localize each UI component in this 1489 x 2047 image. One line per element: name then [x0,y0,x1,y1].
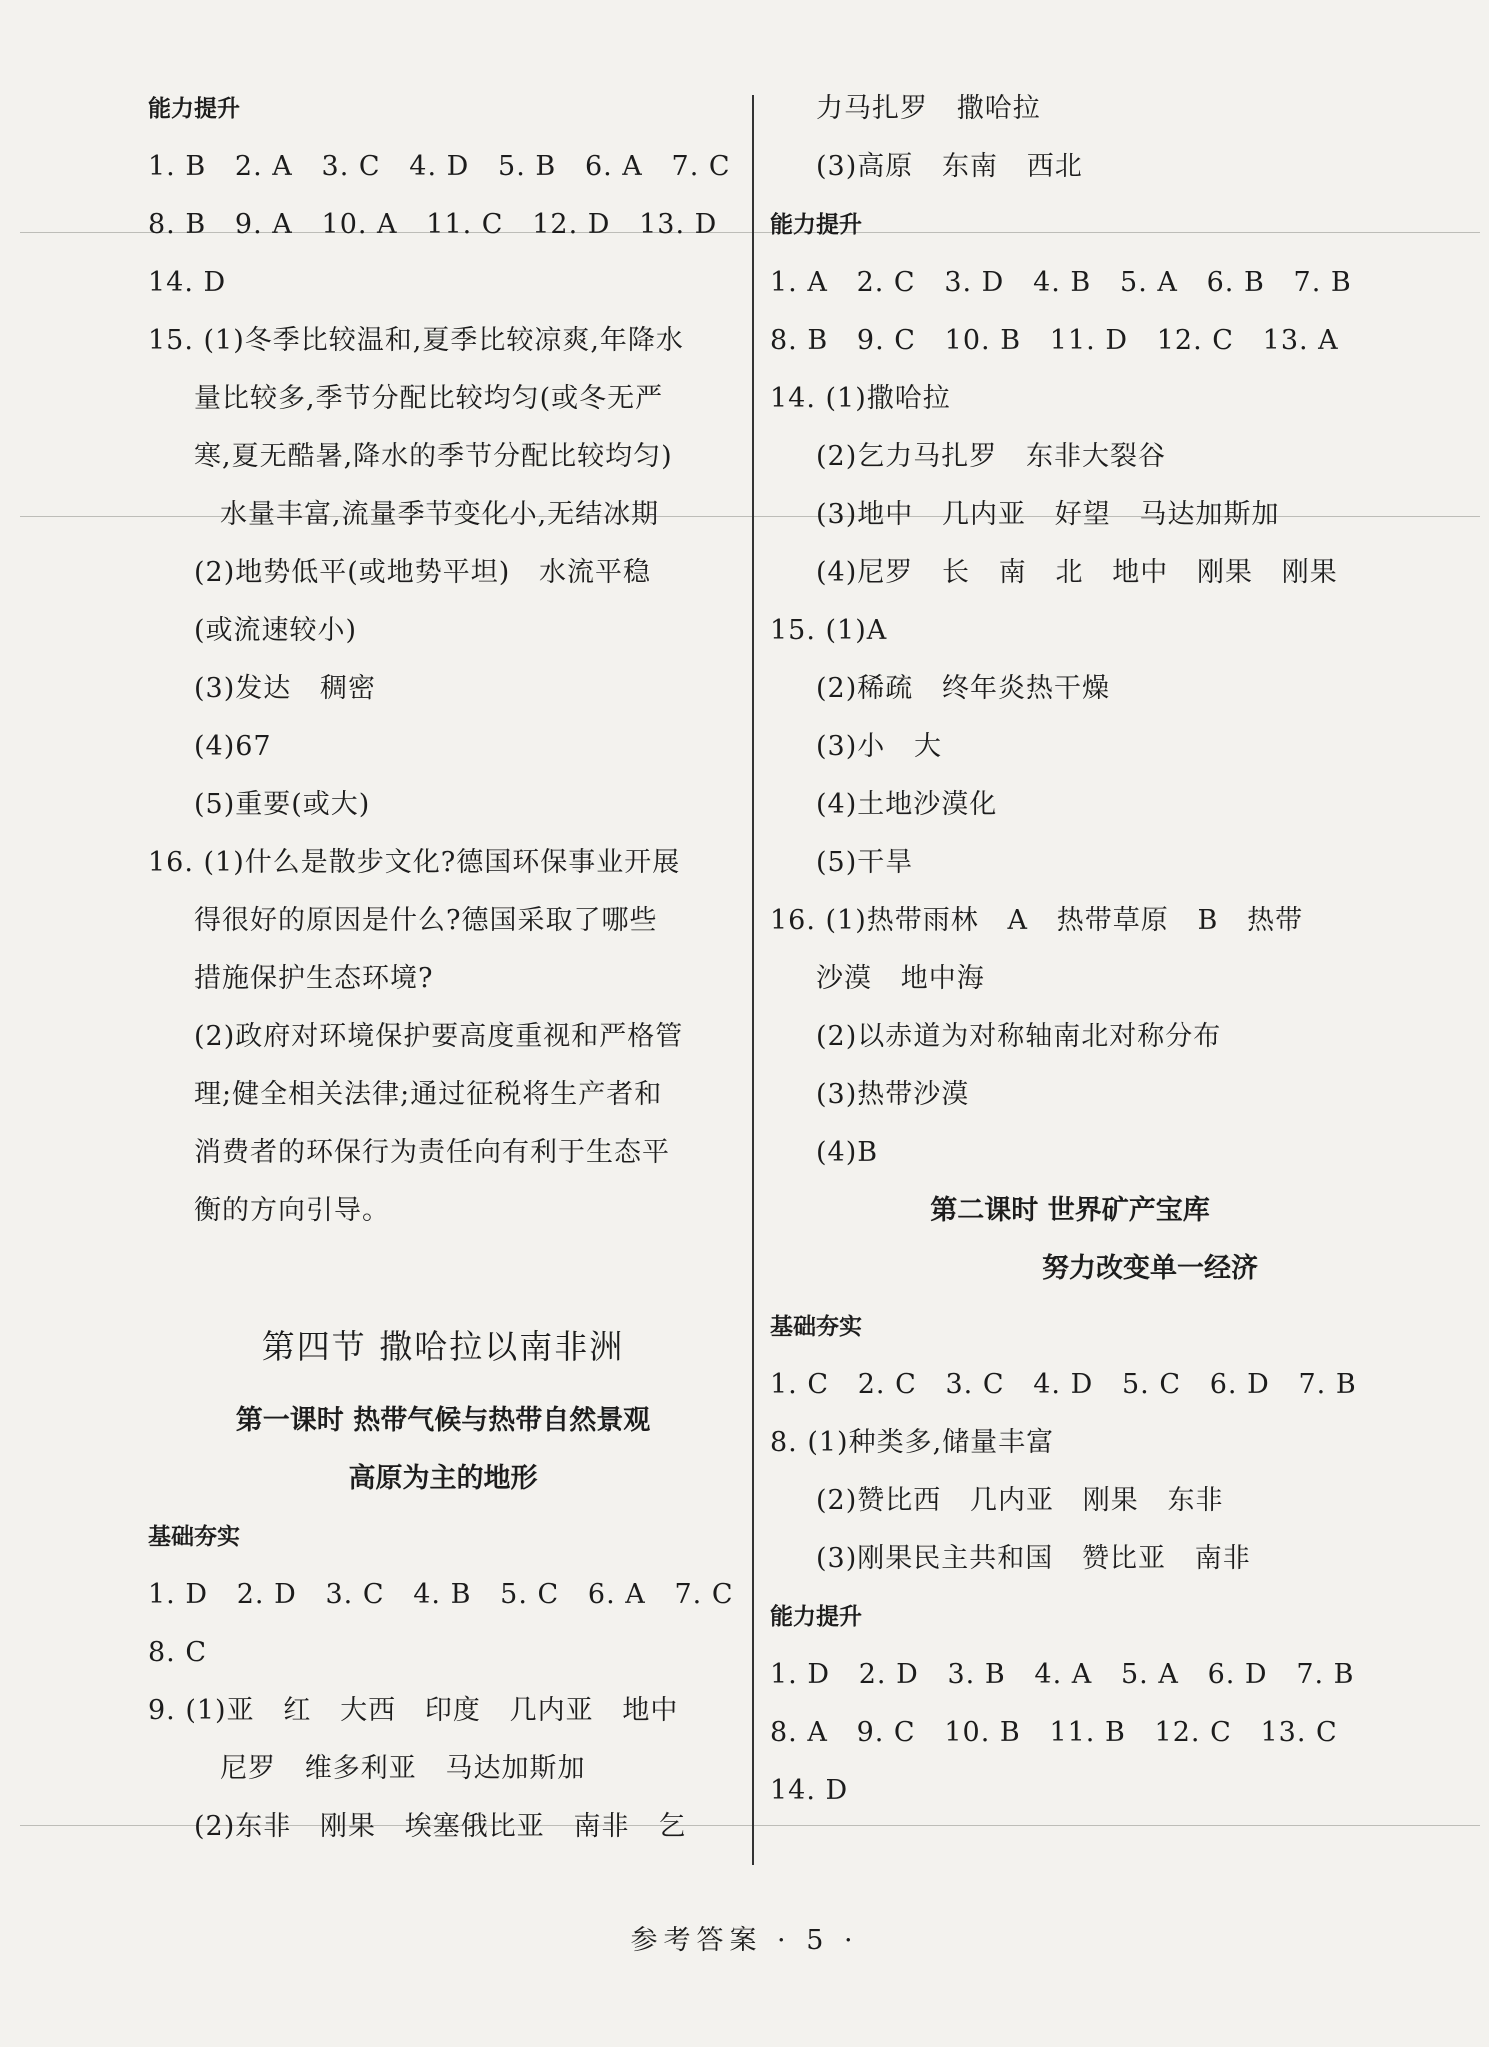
answer-line: (2)地势低平(或地势平坦) 水流平稳 [194,557,652,588]
answer-line: (3)地中 几内亚 好望 马达加斯加 [816,499,1280,530]
answer-line: 衡的方向引导。 [194,1195,390,1226]
answer-line: 量比较多,季节分配比较均匀(或冬无严 [194,383,664,414]
answer-line: 尼罗 维多利亚 马达加斯加 [220,1753,586,1784]
answer-line: (2)稀疏 终年炎热干燥 [816,673,1110,704]
spacer [148,1240,738,1302]
lesson-subtitle: 高原为主的地形 [348,1463,538,1494]
answer-line: 沙漠 地中海 [816,963,985,994]
answer-line: 14. (1)撒哈拉 [770,383,951,414]
answer-line: 8. B 9. A 10. A 11. C 12. D 13. D [148,209,718,240]
answer-line: (或流速较小) [194,615,358,646]
answer-line: (3)高原 东南 西北 [816,151,1083,182]
answer-line: 水量丰富,流量季节变化小,无结冰期 [220,499,660,530]
answer-line: 消费者的环保行为责任向有利于生态平 [194,1137,670,1168]
column-divider [752,95,754,1865]
answer-line: 14. D [770,1775,849,1806]
answer-line: 8. C [148,1637,208,1668]
answer-line: 1. B 2. A 3. C 4. D 5. B 6. A 7. C [148,151,731,182]
answer-line: 理;健全相关法律;通过征税将生产者和 [194,1079,663,1110]
answer-line: (4)67 [194,731,272,762]
answer-line: 措施保护生态环境? [194,963,434,994]
answer-line: (2)赞比西 几内亚 刚果 东非 [816,1485,1224,1516]
answer-line: (3)热带沙漠 [816,1079,970,1110]
section-head-ability: 能力提升 [770,212,862,238]
lesson-title: 第一课时 热带气候与热带自然景观 [235,1405,651,1436]
section-title: 第四节 撒哈拉以南非洲 [261,1327,625,1366]
answer-line: 力马扎罗 撒哈拉 [816,93,1041,124]
answer-line: 1. C 2. C 3. C 4. D 5. C 6. D 7. B [770,1369,1357,1400]
section-head-ability: 能力提升 [770,1604,862,1630]
answer-line: (5)干旱 [816,847,914,878]
answer-line: 16. (1)什么是散步文化?德国环保事业开展 [148,847,681,878]
answer-line: (2)以赤道为对称轴南北对称分布 [816,1021,1222,1052]
answer-line: (4)尼罗 长 南 北 地中 刚果 刚果 [816,557,1338,588]
answer-line: 15. (1)冬季比较温和,夏季比较凉爽,年降水 [148,325,684,356]
answer-line: (4)B [816,1137,879,1168]
page-footer: 参考答案 · 5 · [630,1925,859,1956]
answer-line: 8. (1)种类多,储量丰富 [770,1427,1055,1458]
answer-line: 1. D 2. D 3. B 4. A 5. A 6. D 7. B [770,1659,1355,1690]
answer-line: 14. D [148,267,227,298]
right-column [770,80,1370,1820]
answer-line: 1. A 2. C 3. D 4. B 5. A 6. B 7. B [770,267,1352,298]
section-head-ability: 能力提升 [148,96,240,122]
lesson-subtitle: 努力改变单一经济 [1042,1253,1258,1284]
answer-line: 15. (1)A [770,615,888,646]
left-column [148,80,738,1856]
answer-line: (3)小 大 [816,731,942,762]
answer-line: (3)发达 稠密 [194,673,376,704]
answer-line: 寒,夏无酷暑,降水的季节分配比较均匀) [194,441,673,472]
answer-line: (2)乞力马扎罗 东非大裂谷 [816,441,1166,472]
answer-line: 8. B 9. C 10. B 11. D 12. C 13. A [770,325,1339,356]
answer-line: (3)刚果民主共和国 赞比亚 南非 [816,1543,1251,1574]
answer-line: 1. D 2. D 3. C 4. B 5. C 6. A 7. C [148,1579,734,1610]
answer-line: 得很好的原因是什么?德国采取了哪些 [194,905,658,936]
answer-line: (2)政府对环境保护要高度重视和严格管 [194,1021,684,1052]
answer-line: 8. A 9. C 10. B 11. B 12. C 13. C [770,1717,1338,1748]
lesson-title: 第二课时 世界矿产宝库 [930,1195,1210,1226]
answer-line: (2)东非 刚果 埃塞俄比亚 南非 乞 [194,1811,687,1842]
section-head-basic: 基础夯实 [148,1524,240,1550]
answer-line: 16. (1)热带雨林 A 热带草原 B 热带 [770,905,1304,936]
answer-line: (5)重要(或大) [194,789,371,820]
section-head-basic: 基础夯实 [770,1314,862,1340]
answer-line: (4)土地沙漠化 [816,789,998,820]
answer-line: 9. (1)亚 红 大西 印度 几内亚 地中 [148,1695,679,1726]
